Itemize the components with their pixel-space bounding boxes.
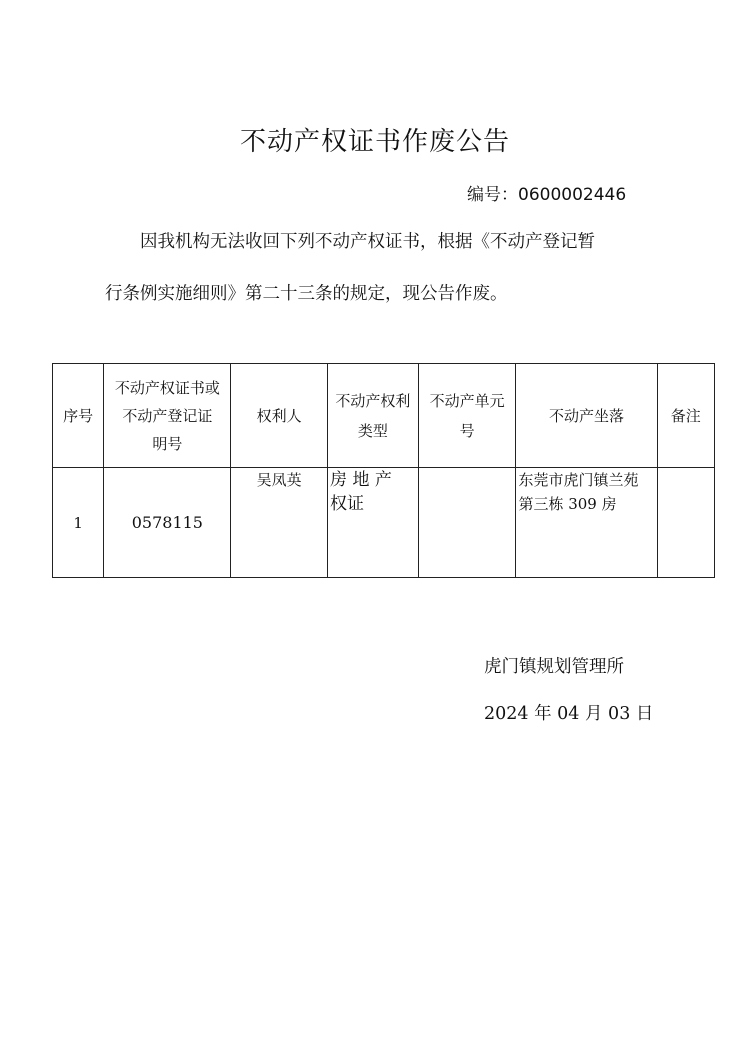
header-certificate-number: 不动产权证书或 不动产登记证 明号 (104, 364, 231, 468)
header-owner: 权利人 (231, 364, 328, 468)
cell-unit-number (418, 468, 516, 578)
header-right-type: 不动产权利 类型 (328, 364, 419, 468)
cell-note (657, 468, 714, 578)
cell-owner: 吴凤英 (231, 468, 328, 578)
cell-seq: 1 (53, 468, 104, 578)
page-title: 不动产权证书作废公告 (239, 127, 510, 157)
cell-right-type: 房 地 产 权证 (328, 468, 419, 578)
issue-date: 2024 年 04 月 03 日 (484, 704, 654, 724)
notice-paragraph-line-2: 行条例实施细则》第二十三条的规定，现公告作废。 (105, 284, 508, 304)
cell-location: 东莞市虎门镇兰苑 第三栋 309 房 (516, 468, 657, 578)
header-seq: 序号 (53, 364, 104, 468)
header-unit-number: 不动产单元 号 (418, 364, 516, 468)
document-number: 编号：0600002446 (467, 185, 627, 205)
issuing-organization: 虎门镇规划管理所 (484, 657, 624, 677)
cancelled-certificates-table (52, 363, 715, 578)
cell-certificate-number: 0578115 (104, 468, 231, 578)
table-row (53, 468, 715, 578)
notice-paragraph-line-1: 因我机构无法收回下列不动产权证书，根据《不动产登记暂 (140, 232, 595, 252)
table-header-row (53, 364, 715, 468)
header-location: 不动产坐落 (516, 364, 657, 468)
header-note: 备注 (657, 364, 714, 468)
